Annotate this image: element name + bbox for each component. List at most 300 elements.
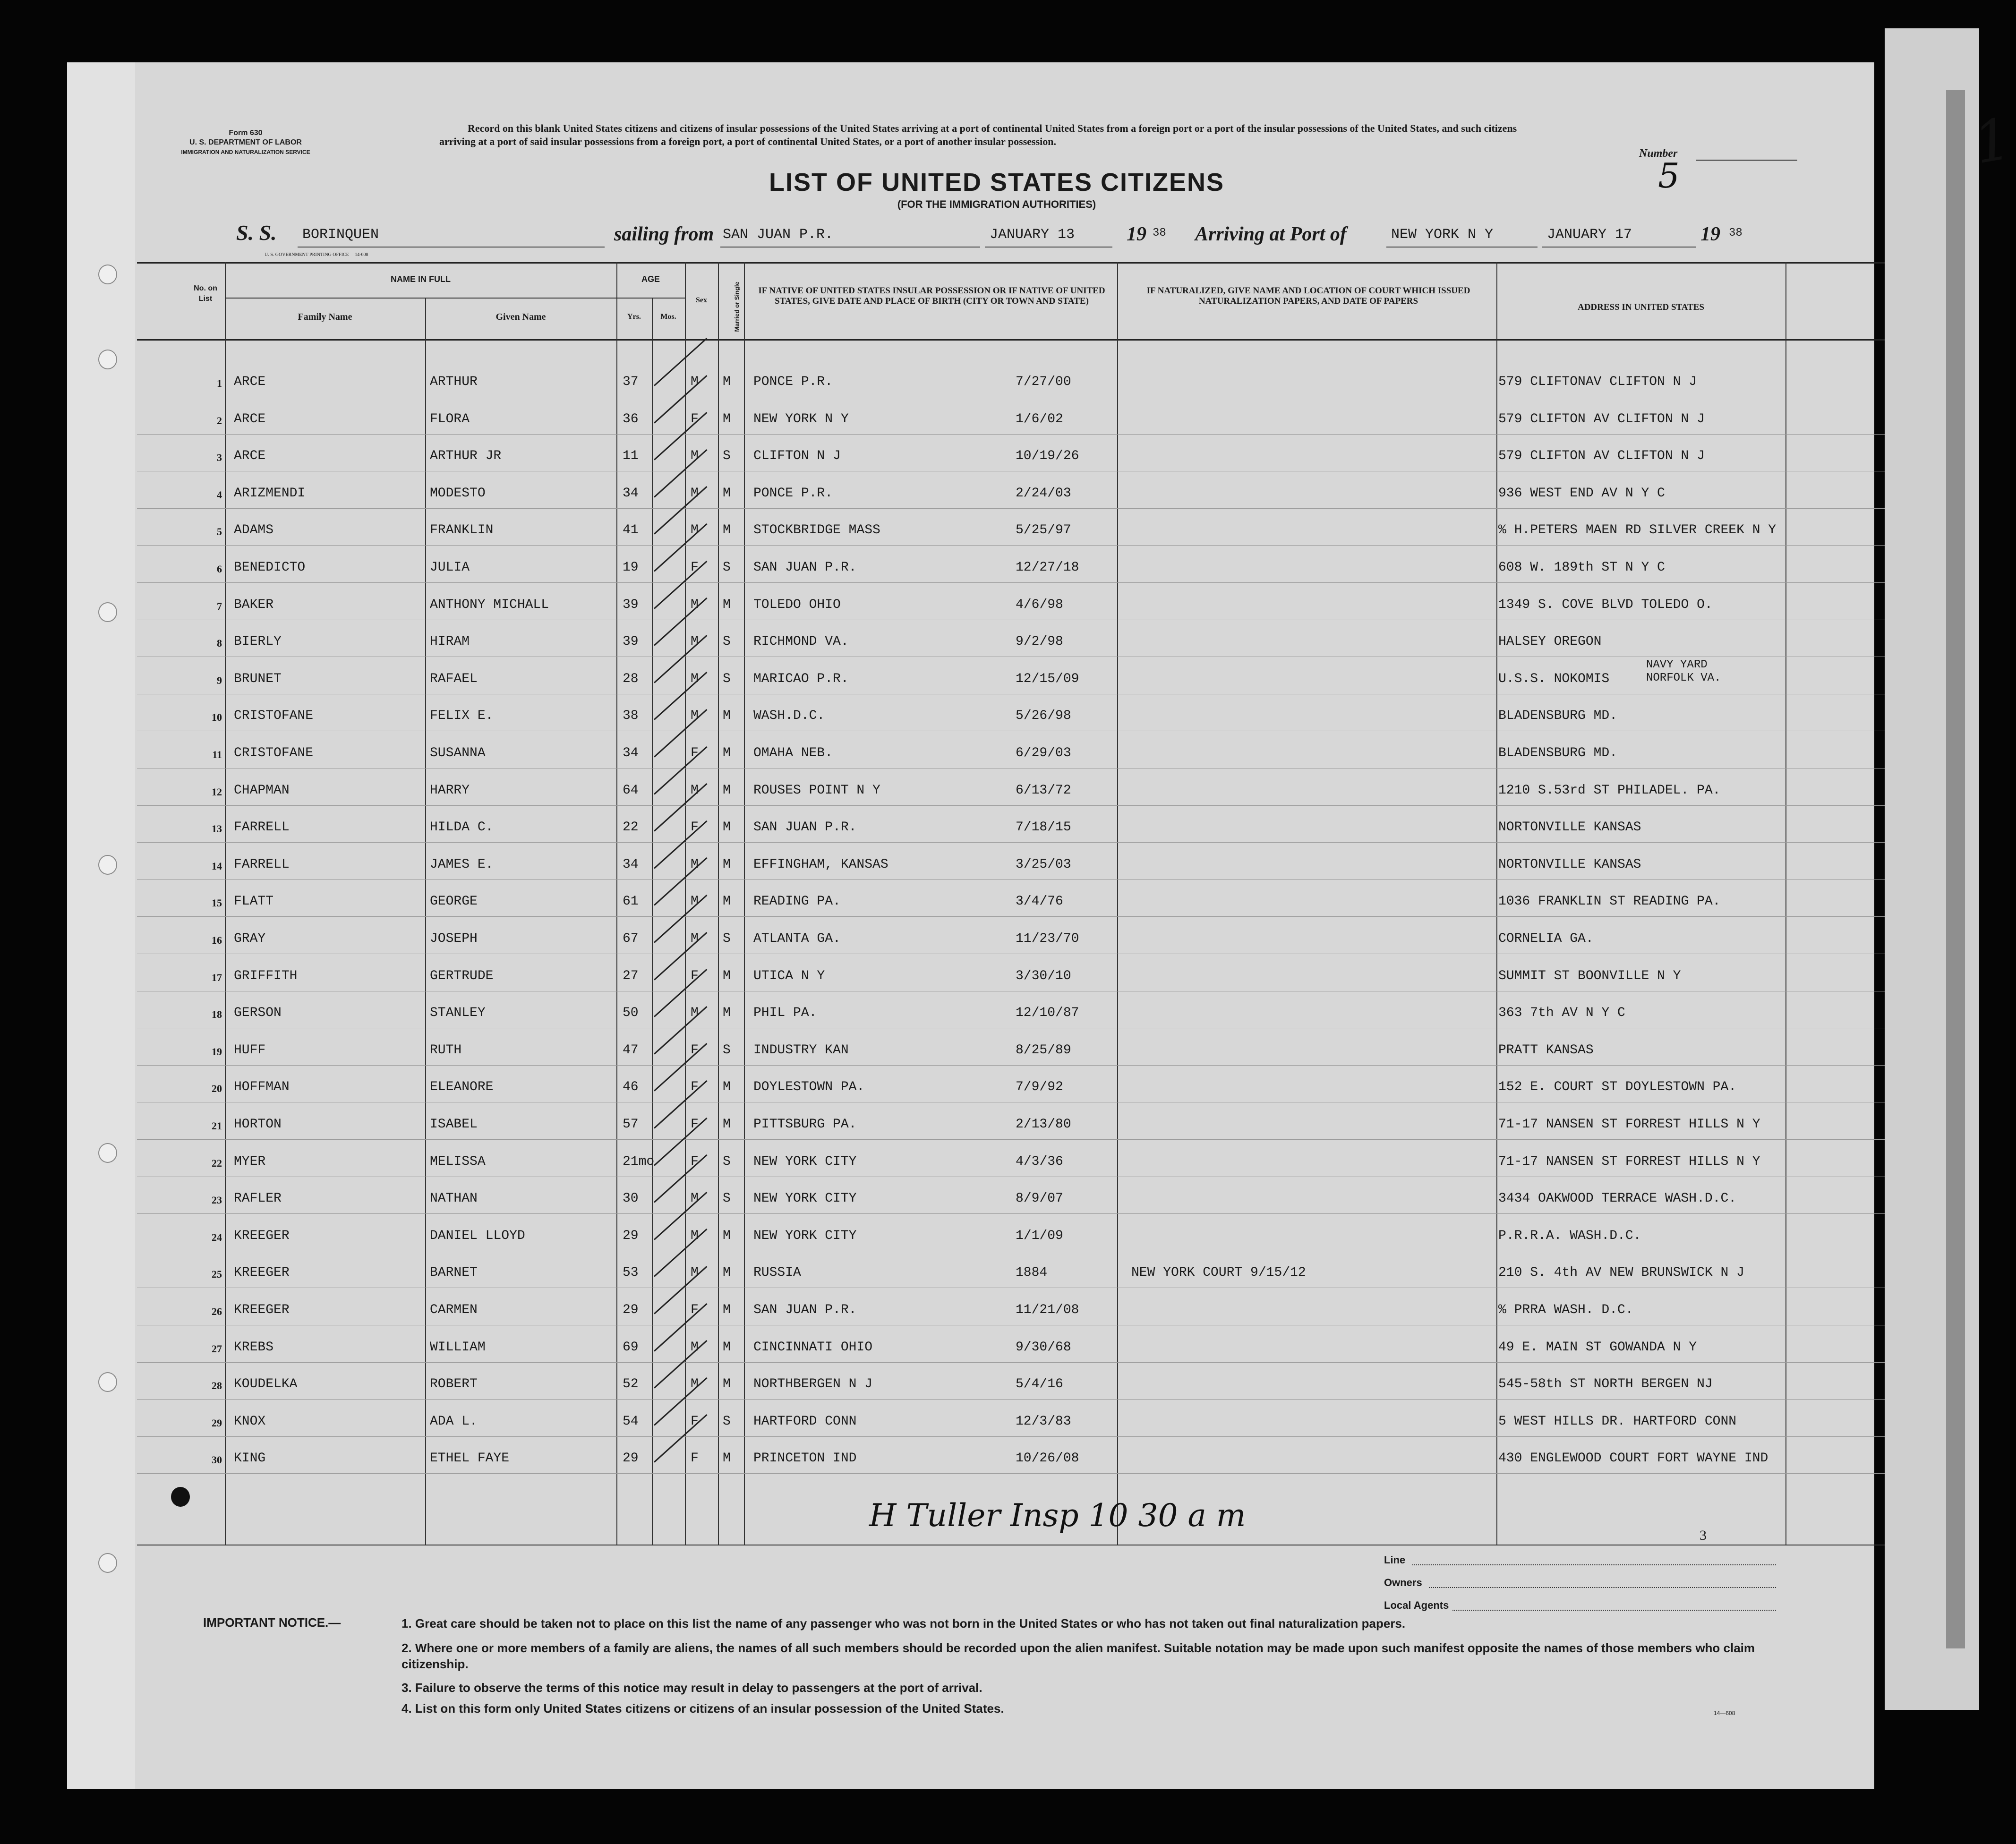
- table-header-bottom: [137, 339, 1885, 341]
- row-number: 5: [217, 526, 222, 538]
- cell-given: RUTH: [430, 1042, 462, 1058]
- row-number: 30: [212, 1454, 222, 1466]
- arrival-port: NEW YORK N Y: [1391, 227, 1494, 243]
- cell-given: ETHEL FAYE: [430, 1451, 510, 1466]
- cell-age: 67: [623, 931, 639, 946]
- arrival-date-underline: [1542, 247, 1696, 248]
- cell-addr: 1036 FRANKLIN ST READING PA.: [1498, 894, 1721, 909]
- notice-item-4: 4. List on this form only United States citizens or citizens of an insular possession of the United States.: [401, 1701, 1004, 1716]
- cell-ms: M: [723, 1006, 731, 1021]
- notice-item-1: 1. Great care should be taken not to place on this list the name of any passenger who was not born in the United States or who has not taken out final naturalization papers.: [401, 1616, 1406, 1631]
- cell-ms: M: [723, 597, 731, 612]
- cell-family: HORTON: [234, 1117, 282, 1132]
- cell-place: NEW YORK N Y: [753, 411, 849, 427]
- cell-family: FLATT: [234, 894, 274, 909]
- name-subheader-line: [225, 298, 616, 299]
- cell-ms: M: [723, 1340, 731, 1355]
- cell-given: ARTHUR JR: [430, 449, 502, 464]
- cell-family: MYER: [234, 1154, 266, 1169]
- cell-date: 2/24/03: [1016, 486, 1071, 501]
- cell-place: PITTSBURG PA.: [753, 1117, 857, 1132]
- cell-family: BRUNET: [234, 671, 282, 686]
- arrival-date: JANUARY 17: [1547, 227, 1632, 243]
- cell-age: 19: [623, 560, 639, 575]
- record-instructions: Record on this blank United States citizens and citizens of insular possessions of the United States arriving at a port of continental United States from a foreign port or a port of the insular possessions of the United States, and such citizens arriving at a port of said insular possessions from a foreign port, a port of continental United States, or a port of another insular possession.: [439, 122, 1517, 147]
- department-name: U. S. DEPARTMENT OF LABOR: [189, 138, 302, 146]
- row-number: 3: [217, 452, 222, 464]
- row-number: 9: [217, 674, 222, 686]
- cell-ms: M: [723, 746, 731, 760]
- cell-place: NEW YORK CITY: [753, 1191, 857, 1206]
- header-family-name: Family Name: [298, 312, 352, 322]
- cell-addr: % H.PETERS MAEN RD SILVER CREEK N Y: [1498, 523, 1777, 538]
- departure-date: JANUARY 13: [990, 227, 1075, 243]
- row-number: 12: [212, 785, 222, 798]
- cell-family: FARRELL: [234, 820, 290, 835]
- cell-age: 21mo: [623, 1154, 655, 1169]
- cell-given: RAFAEL: [430, 671, 478, 686]
- cell-place: DOYLESTOWN PA.: [753, 1080, 865, 1095]
- row-number: 26: [212, 1306, 222, 1317]
- cell-age: 64: [623, 783, 639, 798]
- table-row-line: [137, 805, 1885, 806]
- cell-addr: 1349 S. COVE BLVD TOLEDO O.: [1498, 597, 1713, 612]
- cell-family: ARCE: [234, 375, 266, 389]
- table-row-line: [137, 879, 1885, 880]
- number-underline: [1696, 160, 1797, 161]
- cell-date: 1/6/02: [1016, 411, 1063, 427]
- cell-date: 12/10/87: [1016, 1006, 1079, 1021]
- cell-given: BARNET: [430, 1265, 478, 1281]
- cell-sex: F: [691, 968, 699, 983]
- gpo-code: 14-608: [355, 252, 368, 257]
- cell-ms: M: [723, 486, 731, 501]
- cell-sex: M: [691, 375, 699, 389]
- cell-addr: CORNELIA GA.: [1498, 931, 1594, 946]
- cell-date: 4/6/98: [1016, 597, 1063, 612]
- cell-given: WILLIAM: [430, 1340, 486, 1355]
- header-address: ADDRESS IN UNITED STATES: [1577, 302, 1704, 312]
- header-birth-info: IF NATIVE OF UNITED STATES INSULAR POSSESSION OR IF NATIVE OF UNITED STATES, GIVE DATE AND PLACE OF BIRTH (CITY OR TOWN AND STATE): [758, 286, 1105, 306]
- cell-addr: 608 W. 189th ST N Y C: [1498, 560, 1665, 575]
- cell-addr: NORTONVILLE KANSAS: [1498, 857, 1641, 872]
- cell-sex: F: [691, 820, 699, 835]
- row-number: 13: [212, 823, 222, 835]
- number-label: Number: [1639, 147, 1678, 160]
- cell-family: HOFFMAN: [234, 1080, 290, 1095]
- cell-family: KREEGER: [234, 1228, 290, 1243]
- cell-date: 1884: [1016, 1265, 1048, 1281]
- cell-place: UTICA N Y: [753, 968, 825, 983]
- cell-age: 27: [623, 968, 639, 983]
- cell-date: 7/18/15: [1016, 820, 1071, 835]
- cell-date: 6/29/03: [1016, 746, 1071, 760]
- cell-family: ARIZMENDI: [234, 486, 306, 501]
- cell-place: ROUSES POINT N Y: [753, 783, 880, 798]
- cell-date: 10/19/26: [1016, 449, 1079, 464]
- line-label: Line: [1384, 1554, 1406, 1566]
- cell-sex: M: [691, 783, 699, 798]
- cell-addr: 5 WEST HILLS DR. HARTFORD CONN: [1498, 1414, 1737, 1429]
- departure-year-prefix: 19: [1127, 223, 1146, 245]
- cell-date: 7/9/92: [1016, 1080, 1063, 1095]
- cell-family: KOUDELKA: [234, 1377, 298, 1392]
- cell-given: ROBERT: [430, 1377, 478, 1392]
- cell-given: HARRY: [430, 783, 470, 798]
- departure-date-underline: [985, 247, 1112, 248]
- col-divider: [744, 262, 745, 1545]
- cell-sex: M: [691, 634, 699, 649]
- sailing-from-label: sailing from: [614, 223, 714, 245]
- cell-addr: P.R.R.A. WASH.D.C.: [1498, 1228, 1641, 1243]
- table-row-line: [137, 508, 1885, 509]
- col-divider: [652, 298, 653, 1545]
- cell-ms: S: [723, 1154, 731, 1169]
- cell-ms: M: [723, 894, 731, 909]
- col-divider: [685, 262, 686, 1545]
- binder-hole: [98, 265, 117, 284]
- cell-date: 8/9/07: [1016, 1191, 1063, 1206]
- cell-sex: F: [691, 1117, 699, 1132]
- arrival-year: 38: [1729, 227, 1743, 239]
- cell-addr: 430 ENGLEWOOD COURT FORT WAYNE IND: [1498, 1451, 1768, 1466]
- cell-ms: M: [723, 1303, 731, 1317]
- row-number: 10: [212, 711, 222, 724]
- cell-date: 7/27/00: [1016, 375, 1071, 389]
- cell-family: BIERLY: [234, 634, 282, 649]
- cell-sex: M: [691, 857, 699, 872]
- cell-given: HIRAM: [430, 634, 470, 649]
- col-divider: [225, 262, 226, 1545]
- cell-sex: M: [691, 523, 699, 538]
- header-sex: Sex: [696, 296, 707, 304]
- cell-sex: M: [691, 931, 699, 946]
- cell-place: TOLEDO OHIO: [753, 597, 841, 612]
- row-number: 8: [217, 637, 222, 649]
- row-number: 29: [212, 1417, 222, 1429]
- departure-year: 38: [1153, 227, 1166, 239]
- row-number: 24: [212, 1231, 222, 1243]
- cell-family: KREEGER: [234, 1265, 290, 1281]
- table-row-line: [137, 1213, 1885, 1214]
- cell-sex: M: [691, 894, 699, 909]
- cell-place: PONCE P.R.: [753, 375, 833, 389]
- cell-sex: M: [691, 486, 699, 501]
- arriving-label: Arriving at Port of: [1195, 223, 1347, 245]
- cell-nat: NEW YORK COURT 9/15/12: [1131, 1265, 1306, 1281]
- row-number: 22: [212, 1157, 222, 1169]
- cell-ms: S: [723, 1414, 731, 1429]
- cell-age: 29: [623, 1451, 639, 1466]
- row-number: 1: [217, 377, 222, 389]
- binder-hole: [98, 602, 117, 622]
- notice-heading: IMPORTANT NOTICE.—: [203, 1615, 341, 1630]
- cell-age: 46: [623, 1080, 639, 1095]
- local-agents-field: [1452, 1610, 1776, 1611]
- cell-family: BAKER: [234, 597, 274, 612]
- cell-sex: F: [691, 560, 699, 575]
- cell-ms: M: [723, 968, 731, 983]
- cell-age: 39: [623, 597, 639, 612]
- cell-age: 29: [623, 1228, 639, 1243]
- cell-given: FRANKLIN: [430, 523, 494, 538]
- owners-field: [1429, 1587, 1776, 1588]
- cell-ms: M: [723, 375, 731, 389]
- cell-age: 34: [623, 746, 639, 760]
- binder-hole: [98, 1372, 117, 1392]
- table-row-line: [137, 1473, 1885, 1474]
- cell-ms: S: [723, 560, 731, 575]
- notice-item-3: 3. Failure to observe the terms of this notice may result in delay to passengers at the port of arrival.: [401, 1681, 982, 1695]
- cell-place: SAN JUAN P.R.: [753, 1303, 857, 1317]
- cell-given: ARTHUR: [430, 375, 478, 389]
- cell-sex: F: [691, 1042, 699, 1058]
- cell-place: CLIFTON N J: [753, 449, 841, 464]
- underlying-page-edge: [1946, 90, 1965, 1648]
- cell-given: CARMEN: [430, 1303, 478, 1317]
- cell-addr: 1210 S.53rd ST PHILADEL. PA.: [1498, 783, 1721, 798]
- cell-place: OMAHA NEB.: [753, 746, 833, 760]
- cell-addr: PRATT KANSAS: [1498, 1042, 1594, 1058]
- cell-ms: M: [723, 857, 731, 872]
- cell-date: 5/4/16: [1016, 1377, 1063, 1392]
- table-top-border: [137, 262, 1885, 264]
- cell-place: PONCE P.R.: [753, 486, 833, 501]
- cell-age: 47: [623, 1042, 639, 1058]
- cell-ms: M: [723, 1451, 731, 1466]
- cell-family: ARCE: [234, 411, 266, 427]
- cell-place: ATLANTA GA.: [753, 931, 841, 946]
- cell-age: 53: [623, 1265, 639, 1281]
- row-number: 25: [212, 1268, 222, 1281]
- col-divider: [1117, 262, 1118, 1545]
- cell-family: GERSON: [234, 1006, 282, 1021]
- row-number: 19: [212, 1045, 222, 1058]
- cell-date: 3/30/10: [1016, 968, 1071, 983]
- cell-given: ANTHONY MICHALL: [430, 597, 549, 612]
- row-number: 27: [212, 1342, 222, 1355]
- cell-place: MARICAO P.R.: [753, 671, 849, 686]
- departure-port-underline: [720, 247, 980, 248]
- handwritten-number-sub: 5: [1658, 156, 1680, 196]
- ship-underline: [298, 247, 605, 248]
- ss-label: S. S.: [236, 221, 277, 245]
- cell-family: RAFLER: [234, 1191, 282, 1206]
- cell-sex: F: [691, 411, 699, 427]
- arrival-year-prefix: 19: [1700, 223, 1720, 245]
- cell-family: FARRELL: [234, 857, 290, 872]
- cell-given: GEORGE: [430, 894, 478, 909]
- cell-sex: F: [691, 1080, 699, 1095]
- form-identifier: [146, 128, 345, 157]
- cell-date: 2/13/80: [1016, 1117, 1071, 1132]
- binder-hole-dark: [171, 1487, 190, 1507]
- cell-ms: M: [723, 1377, 731, 1392]
- cell-age: 37: [623, 375, 639, 389]
- cell-sex: M: [691, 1265, 699, 1281]
- page-subtitle: (FOR THE IMMIGRATION AUTHORITIES): [897, 198, 1096, 210]
- cell-sex: M: [691, 1228, 699, 1243]
- cell-age: 34: [623, 486, 639, 501]
- table-row-line: [137, 916, 1885, 917]
- row-number: 11: [212, 749, 222, 760]
- cell-age: 22: [623, 820, 639, 835]
- cell-given: JOSEPH: [430, 931, 478, 946]
- row-number: 21: [212, 1120, 222, 1132]
- cell-given: FLORA: [430, 411, 470, 427]
- service-name: IMMIGRATION AND NATURALIZATION SERVICE: [181, 149, 310, 155]
- col-divider: [718, 262, 719, 1545]
- cell-date: 11/21/08: [1016, 1303, 1079, 1317]
- form-number: Form 630: [229, 129, 263, 137]
- cell-addr: 152 E. COURT ST DOYLESTOWN PA.: [1498, 1080, 1737, 1095]
- cell-ms: M: [723, 1117, 731, 1132]
- cell-given: MODESTO: [430, 486, 486, 501]
- cell-date: 3/25/03: [1016, 857, 1071, 872]
- cell-given: JAMES E.: [430, 857, 494, 872]
- cell-given: HILDA C.: [430, 820, 494, 835]
- cell-place: NEW YORK CITY: [753, 1154, 857, 1169]
- cell-sex: F: [691, 1451, 699, 1466]
- cell-ms: S: [723, 931, 731, 946]
- cell-date: 4/3/36: [1016, 1154, 1063, 1169]
- cell-sex: M: [691, 709, 699, 724]
- cell-given: FELIX E.: [430, 709, 494, 724]
- page-number: 3: [1700, 1528, 1707, 1543]
- cell-addr2: NAVY YARD NORFOLK VA.: [1646, 658, 1721, 684]
- cell-family: ARCE: [234, 449, 266, 464]
- cell-age: 39: [623, 634, 639, 649]
- cell-given: ADA L.: [430, 1414, 478, 1429]
- local-agents-label: Local Agents: [1384, 1599, 1449, 1611]
- cell-sex: M: [691, 671, 699, 686]
- cell-place: WASH.D.C.: [753, 709, 825, 724]
- cell-ms: S: [723, 1191, 731, 1206]
- cell-ms: M: [723, 1265, 731, 1281]
- cell-age: 29: [623, 1303, 639, 1317]
- cell-age: 54: [623, 1414, 639, 1429]
- table-row-line: [137, 842, 1885, 843]
- cell-family: CRISTOFANE: [234, 746, 314, 760]
- binder-hole: [98, 350, 117, 369]
- cell-age: 41: [623, 523, 639, 538]
- row-number: 17: [212, 971, 222, 983]
- cell-addr: 936 WEST END AV N Y C: [1498, 486, 1665, 501]
- cell-date: 8/25/89: [1016, 1042, 1071, 1058]
- cell-addr: 49 E. MAIN ST GOWANDA N Y: [1498, 1340, 1697, 1355]
- cell-date: 3/4/76: [1016, 894, 1063, 909]
- cell-addr: 545-58th ST NORTH BERGEN NJ: [1498, 1377, 1713, 1392]
- cell-sex: F: [691, 746, 699, 760]
- age-subheader-line: [616, 298, 685, 299]
- inspector-signature: H Tuller Insp 10 30 a m: [869, 1497, 1246, 1534]
- cell-date: 11/23/70: [1016, 931, 1079, 946]
- cell-ms: M: [723, 709, 731, 724]
- notice-item-2: 2. Where one or more members of a family are aliens, the names of all such members should be recorded upon the alien manifest. Suitable notation may be made upon such manifest opposite the names of those members who claim citizenship.: [401, 1641, 1755, 1671]
- col-divider: [425, 298, 426, 1545]
- cell-family: CRISTOFANE: [234, 709, 314, 724]
- cell-ms: M: [723, 1080, 731, 1095]
- cell-ms: M: [723, 411, 731, 427]
- table-row-line: [137, 1139, 1885, 1140]
- table-row-line: [137, 434, 1885, 435]
- cell-addr: 71-17 NANSEN ST FORREST HILLS N Y: [1498, 1154, 1760, 1169]
- header-name-in-full: NAME IN FULL: [391, 274, 451, 284]
- header-no-on-list: No. on List: [194, 284, 217, 303]
- cell-age: 28: [623, 671, 639, 686]
- cell-ms: S: [723, 634, 731, 649]
- cell-family: GRAY: [234, 931, 266, 946]
- cell-given: MELISSA: [430, 1154, 486, 1169]
- cell-given: STANLEY: [430, 1006, 486, 1021]
- binder-hole: [98, 1143, 117, 1163]
- cell-place: PHIL PA.: [753, 1006, 817, 1021]
- cell-age: 52: [623, 1377, 639, 1392]
- table-row-line: [137, 1436, 1885, 1437]
- cell-age: 38: [623, 709, 639, 724]
- cell-place: HARTFORD CONN: [753, 1414, 857, 1429]
- cell-addr: 579 CLIFTON AV CLIFTON N J: [1498, 411, 1705, 427]
- header-given-name: Given Name: [495, 312, 546, 322]
- cell-place: STOCKBRIDGE MASS: [753, 523, 880, 538]
- cell-addr: % PRRA WASH. D.C.: [1498, 1303, 1633, 1317]
- cell-date: 12/27/18: [1016, 560, 1079, 575]
- cell-addr: 3434 OAKWOOD TERRACE WASH.D.C.: [1498, 1191, 1737, 1206]
- cell-addr: 579 CLIFTONAV CLIFTON N J: [1498, 375, 1697, 389]
- col-divider: [1785, 262, 1786, 1545]
- cell-age: 50: [623, 1006, 639, 1021]
- cell-family: KING: [234, 1451, 266, 1466]
- cell-age: 36: [623, 411, 639, 427]
- binder-hole: [98, 855, 117, 875]
- cell-date: 9/30/68: [1016, 1340, 1071, 1355]
- cell-addr: 579 CLIFTON AV CLIFTON N J: [1498, 449, 1705, 464]
- cell-sex: M: [691, 1006, 699, 1021]
- row-number: 4: [217, 488, 222, 501]
- cell-sex: F: [691, 1303, 699, 1317]
- cell-place: SAN JUAN P.R.: [753, 820, 857, 835]
- cell-date: 9/2/98: [1016, 634, 1063, 649]
- cell-family: KNOX: [234, 1414, 266, 1429]
- cell-given: SUSANNA: [430, 746, 486, 760]
- cell-ms: M: [723, 783, 731, 798]
- header-yrs: Yrs.: [627, 313, 641, 321]
- cell-given: GERTRUDE: [430, 968, 494, 983]
- cell-sex: F: [691, 1414, 699, 1429]
- cell-addr: 71-17 NANSEN ST FORREST HILLS N Y: [1498, 1117, 1760, 1132]
- row-number: 2: [217, 414, 222, 427]
- row-number: 16: [212, 934, 222, 946]
- row-number: 18: [212, 1008, 222, 1021]
- cell-place: SAN JUAN P.R.: [753, 560, 857, 575]
- cell-family: BENEDICTO: [234, 560, 306, 575]
- cell-place: NORTHBERGEN N J: [753, 1377, 873, 1392]
- table-row-line: [137, 582, 1885, 583]
- cell-place: RUSSIA: [753, 1265, 801, 1281]
- row-number: 6: [217, 563, 222, 575]
- cell-family: GRIFFITH: [234, 968, 298, 983]
- header-mos: Mos.: [660, 313, 676, 321]
- cell-age: 34: [623, 857, 639, 872]
- cell-age: 11: [623, 449, 639, 464]
- row-number: 15: [212, 897, 222, 909]
- owners-label: Owners: [1384, 1577, 1422, 1588]
- cell-date: 1/1/09: [1016, 1228, 1063, 1243]
- col-divider: [1496, 262, 1497, 1545]
- cell-date: 5/25/97: [1016, 523, 1071, 538]
- cell-family: ADAMS: [234, 523, 274, 538]
- cell-addr: 363 7th AV N Y C: [1498, 1006, 1625, 1021]
